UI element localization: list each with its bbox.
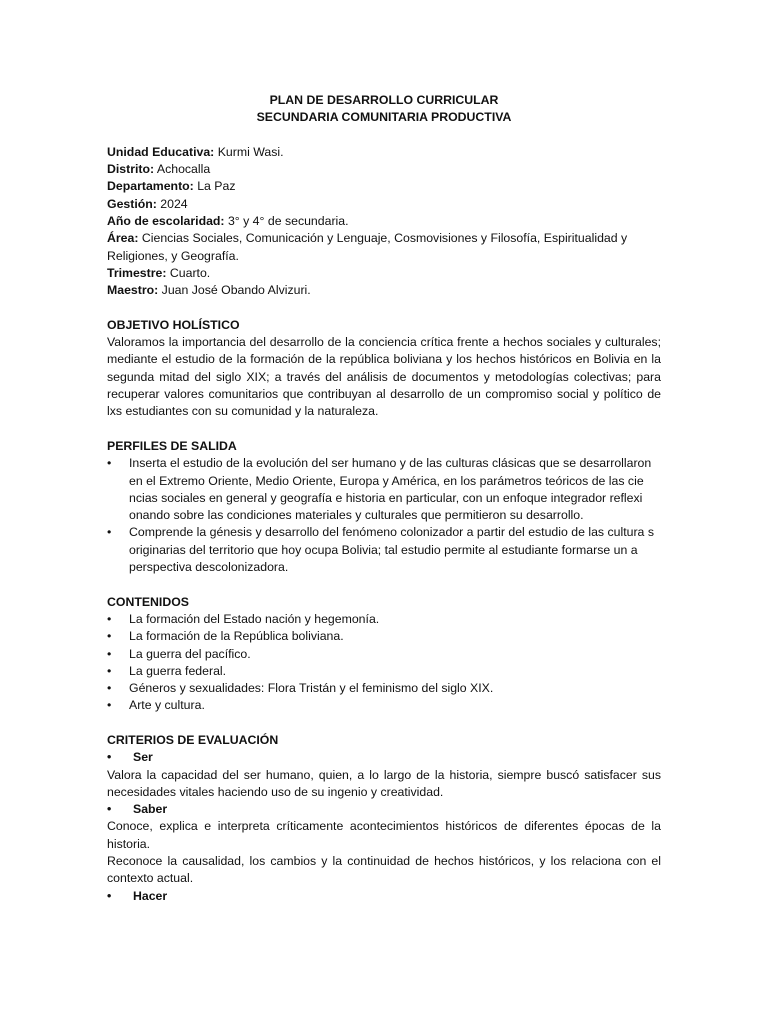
info-label: Departamento: [107,179,194,194]
document-page [107,92,661,905]
list-item [107,646,661,663]
info-label: Unidad Educativa: [107,144,215,159]
info-label: Área: [107,231,139,246]
document-title-line1: PLAN DE DESARROLLO CURRICULAR [269,93,499,107]
bullet-icon: • [107,698,112,713]
criterio-saber-text2: Reconoce la causalidad, los cambios y la continuidad de hechos históricos, y los relaciona con el contexto actual. [107,854,661,886]
info-value: Ciencias Sociales, Comunicación y Lenguaje, Cosmovisiones y Filosofía, Espiritualidad y Religiones, y Geografía. [107,231,628,263]
bullet-icon: • [107,888,112,903]
info-trimestre [107,265,661,282]
info-departamento [107,178,661,195]
info-label: Gestión: [107,196,157,211]
bullet-icon: • [107,681,112,696]
list-item [107,680,661,697]
criterio-ser-text: Valora la capacidad del ser humano, quien, a lo largo de la historia, siempre buscó satisfacer sus necesidades vitales haciendo uso de su ingenio y creatividad. [107,767,661,799]
contenidos-list [107,611,661,715]
list-item [107,628,661,645]
perfil-text: Comprende la génesis y desarrollo del fenómeno colonizador a partir del estudio de las cultura s originarias del territorio que hoy ocupa Bolivia; tal estudio permite al estudiante formarse un a perspectiva descolonizadora. [129,525,654,575]
contenido-text: La guerra federal. [129,663,227,678]
bullet-icon: • [107,611,112,626]
info-distrito [107,161,661,178]
info-value: Juan José Obando Alvizuri. [158,283,311,298]
bullet-icon: • [107,646,112,661]
info-label: Trimestre: [107,265,167,280]
bullet-icon: • [107,802,112,817]
info-value: 2024 [156,196,188,211]
list-item [107,455,661,524]
criterios-heading: CRITERIOS DE EVALUACIÓN [107,732,279,747]
info-value: Cuarto. [166,265,211,280]
contenido-text: La formación de la República boliviana. [129,629,344,644]
info-value: Kurmi Wasi. [214,144,284,159]
perfiles-heading: PERFILES DE SALIDA [107,438,237,453]
criterio-saber-text1: Conoce, explica e interpreta críticamente acontecimientos históricos de diferentes épocas de la historia. [107,819,661,851]
info-anio-escolaridad [107,213,661,230]
bullet-icon: • [107,629,112,644]
criterio-saber-heading [107,801,661,818]
info-value: La Paz [193,179,236,194]
criterio-hacer-heading [107,888,661,905]
list-item [107,524,661,576]
info-block [107,144,661,300]
criterio-ser-heading [107,749,661,766]
info-maestro [107,282,661,299]
list-item [107,611,661,628]
list-item [107,663,661,680]
bullet-icon: • [107,663,112,678]
info-area [107,230,661,265]
objetivo-text: Valoramos la importancia del desarrollo de la conciencia crítica frente a hechos sociales y culturales; mediante el estudio de la formación de la república boliviana y los hechos históricos en Bolivia en la segunda mitad del siglo XIX; a través del análisis de documentos y metodologías colectivas; para recuperar valores comunitarios que contribuyan al desarrollo de un compromiso social y político de lxs estudiantes con su comunidad y la naturaleza. [107,335,661,419]
info-label: Año de escolaridad: [107,214,225,229]
info-label: Distrito: [107,162,155,177]
criterio-ser-label: Ser [133,750,153,765]
info-value: Achocalla [154,162,211,177]
info-label: Maestro: [107,283,159,298]
contenido-text: La guerra del pacífico. [129,646,251,661]
bullet-icon: • [107,750,112,765]
criterio-hacer-label: Hacer [133,888,168,903]
contenido-text: Géneros y sexualidades: Flora Tristán y el feminismo del siglo XIX. [129,681,494,696]
perfiles-list [107,455,661,576]
info-unidad-educativa [107,144,661,161]
contenidos-heading: CONTENIDOS [107,594,189,609]
document-title-line2: SECUNDARIA COMUNITARIA PRODUCTIVA [256,110,512,125]
bullet-icon: • [107,456,112,471]
info-gestion [107,196,661,213]
perfil-text: Inserta el estudio de la evolución del ser humano y de las culturas clásicas que se desarrollaron en el Extremo Oriente, Medio Oriente, Europa y América, en los parámetros teóricos de las cie ncias sociales en general y geografía e historia en particular, con un enfoque integrador reflexi onando sobre las condiciones materiales y culturales que permitieron su desarrollo. [129,456,652,523]
criterio-saber-label: Saber [133,802,168,817]
contenido-text: La formación del Estado nación y hegemonía. [129,611,380,626]
info-value: 3° y 4° de secundaria. [224,214,349,229]
list-item [107,697,661,714]
bullet-icon: • [107,525,112,540]
objetivo-heading: OBJETIVO HOLÍSTICO [107,317,240,332]
contenido-text: Arte y cultura. [129,698,205,713]
